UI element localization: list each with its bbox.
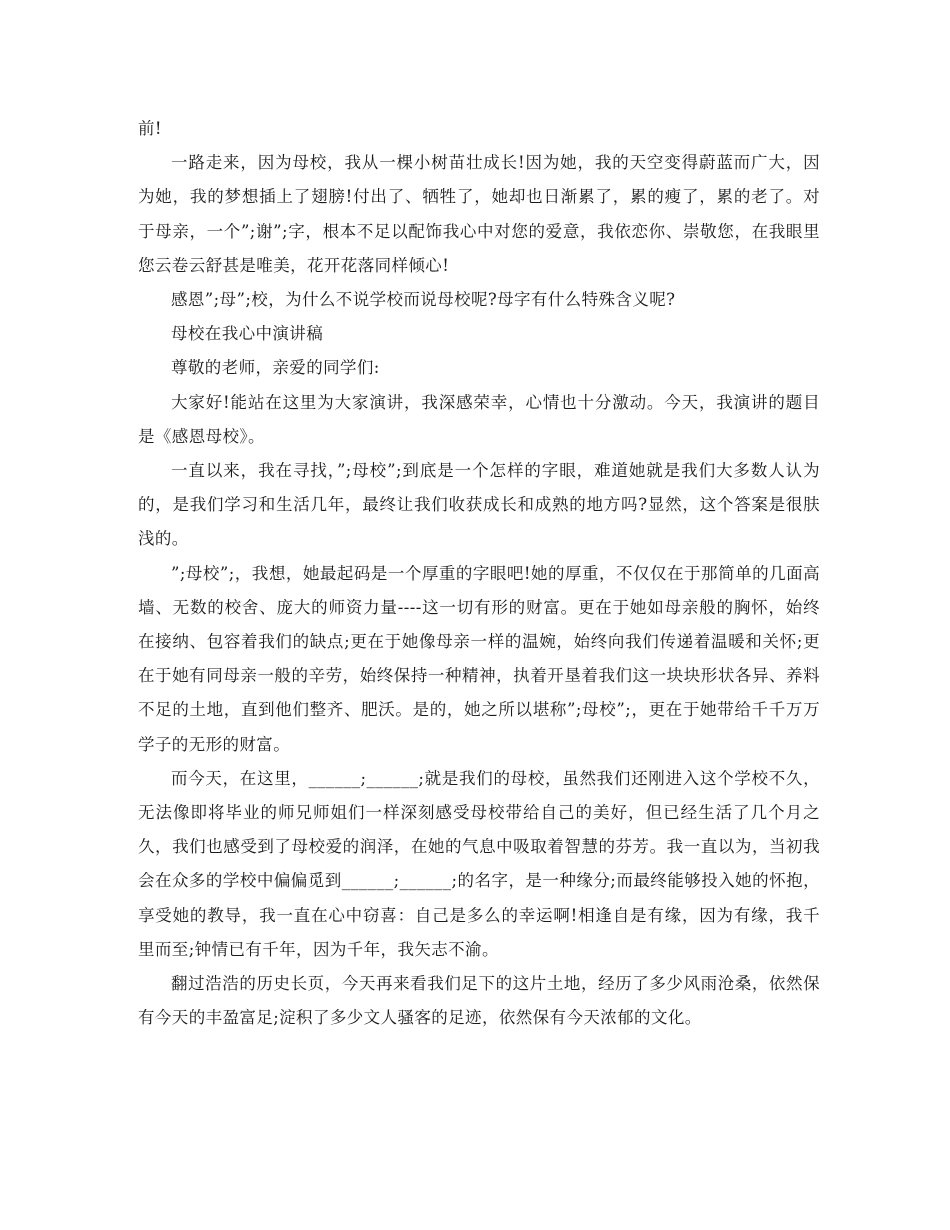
speech-title: 母校在我心中演讲稿 [171,324,324,344]
paragraph-6: 大家好!能站在这里为大家演讲，我深感荣幸，心情也十分激动。今天，我演讲的题目是《感恩母校》。 [138,392,820,446]
paragraph-7: 一直以来，我在寻找，”;母校”;到底是一个怎样的字眼，难道她就是我们大多数人认为的，是我们学习和生活几年，最终让我们收获成长和成熟的地方吗?显然，这个答案是很肤浅的。 [138,461,820,549]
paragraph-10: 翻过浩浩的历史长页，今天再来看我们足下的这片土地，经历了多少风雨沧桑，依然保有今天的丰盈富足;淀积了多少文人骚客的足迹，依然保有今天浓郁的文化。 [138,974,820,1028]
salutation: 尊敬的老师，亲爱的同学们: [171,358,380,378]
paragraph-3: 感恩”;母”;校，为什么不说学校而说母校呢?母字有什么特殊含义呢? [171,290,676,310]
paragraph-8: ”;母校”;，我想，她最起码是一个厚重的字眼吧!她的厚重，不仅仅在于那简单的几面高墙、无数的校舍、庞大的师资力量----这一切有形的财富。更在于她如母亲般的胸怀，始终在接纳、包容着我们的缺点;更在于她像母亲一样的温婉，始终向我们传递着温暖和关怀;更在于她有同母亲一般的辛劳，始终保持一种精神，执着开垦着我们这一块块形状各异、养料不足的土地，直到他们整齐、肥沃。是的，她之所以堪称”;母校”;，更在于她带给千千万万学子的无形的财富。 [138,563,820,754]
paragraph-2: 一路走来，因为母校，我从一棵小树苗壮成长!因为她，我的天空变得蔚蓝而广大，因为她，我的梦想插上了翅膀!付出了、牺牲了，她却也日渐累了，累的瘦了，累的老了。对于母亲，一个”;谢”;字，根本不足以配饰我心中对您的爱意，我依恋你、崇敬您，在我眼里您云卷云舒甚是唯美，花开花落同样倾心! [138,153,820,275]
paragraph-1: 前! [138,119,162,138]
paragraph-9: 而今天，在这里，______;______;就是我们的母校，虽然我们还刚进入这个学校不久，无法像即将毕业的师兄师姐们一样深刻感受母校带给自己的美好，但已经生活了几个月之久，我们也感受到了母校爱的润泽，在她的气息中吸取着智慧的芬芳。我一直以为，当初我会在众多的学校中偏偏觅到______;______;的名字，是一种缘分;而最终能够投入她的怀抱，享受她的教导，我一直在心中窃喜：自己是多么的幸运啊!相逢自是有缘，因为有缘，我千里而至;钟情已有千年，因为千年，我矢志不渝。 [138,768,820,959]
document-body [138,112,820,1035]
